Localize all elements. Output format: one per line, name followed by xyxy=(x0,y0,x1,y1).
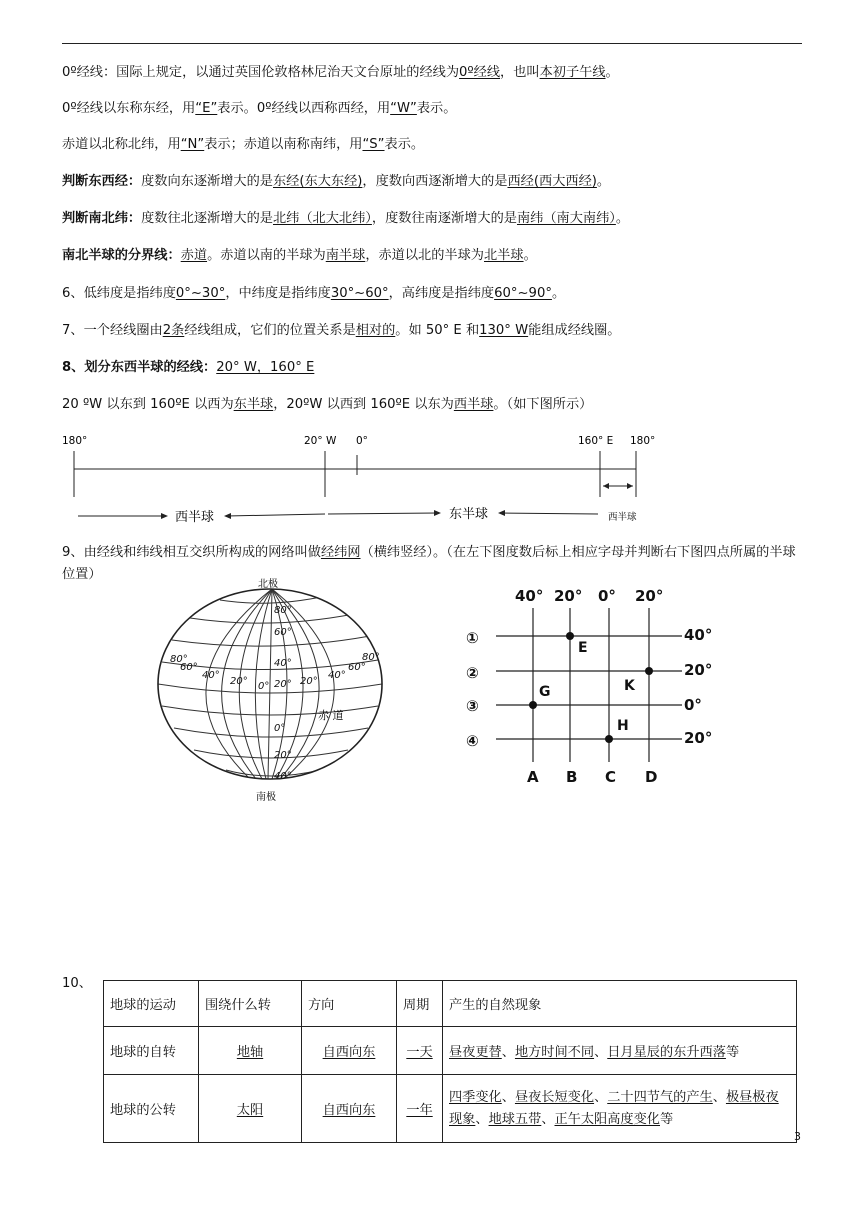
table-header: 产生的自然现象 xyxy=(443,981,797,1027)
answer-underlined: 0°~30° xyxy=(175,286,226,301)
arrow-head xyxy=(224,513,231,519)
answer-underlined: “N” xyxy=(180,137,205,152)
text: 6、低纬度是指纬度 xyxy=(62,286,176,301)
table-header-row xyxy=(104,981,797,1027)
point-e xyxy=(566,632,574,640)
lon-label: 80° xyxy=(362,652,380,663)
label-west-hemisphere-small: 西半球 xyxy=(608,512,637,523)
text: ，高纬度是指纬度 xyxy=(388,286,495,301)
text: 0º经线以东称东经，用 xyxy=(62,101,196,116)
right-label: 20° xyxy=(684,729,713,747)
table-cell: 一天 xyxy=(406,1045,433,1060)
phenomenon-separator: 、 xyxy=(541,1111,555,1127)
line-hemisphere-meridians xyxy=(62,359,314,377)
arrow-head xyxy=(603,483,609,489)
phenomenon-separator: 、 xyxy=(594,1045,608,1060)
phenomenon-underlined: 昼夜更替 xyxy=(449,1045,502,1060)
lon-label: 40° xyxy=(328,670,346,681)
label-160e: 160° E xyxy=(578,435,614,447)
text: 能组成经线圈。 xyxy=(528,323,621,338)
text: 。 xyxy=(605,65,619,80)
text: ，20ºW 以西到 160ºE 以东为 xyxy=(273,397,454,412)
text: 度数往北逐渐增大的是 xyxy=(141,211,273,226)
phenomenon-separator: 等 xyxy=(660,1111,674,1127)
text: 表示；赤道以南称南纬，用 xyxy=(204,137,363,152)
answer-underlined: 西经(西大西经) xyxy=(507,174,597,189)
text: 20 ºW 以东到 160ºE 以西为 xyxy=(62,397,234,412)
bold-heading: 南北半球的分界线： xyxy=(62,248,181,263)
point-label-h: H xyxy=(617,718,629,734)
text: （横纬竖经）。（在左下图度数后标上相应字母并判断右下图四点所属的半球位置） xyxy=(62,545,796,582)
phenomena-cell xyxy=(443,1075,797,1143)
phenomenon-separator: 、 xyxy=(501,1045,515,1060)
lat-label: 20° xyxy=(274,679,292,690)
answer-underlined: 经纬网 xyxy=(320,545,361,560)
top-label: 40° xyxy=(515,587,544,605)
right-label: 40° xyxy=(684,626,713,644)
answer-underlined: “W” xyxy=(390,101,417,116)
row-label: ② xyxy=(466,664,479,682)
text: 经线组成，它们的位置关系是 xyxy=(184,323,356,338)
col-label: A xyxy=(527,768,539,786)
phenomenon-separator: 、 xyxy=(475,1111,489,1127)
line-latitude-zones xyxy=(62,285,565,303)
answer-underlined: 0º经线 xyxy=(459,65,501,80)
phenomenon-underlined: 二十四节气的产生 xyxy=(607,1089,713,1105)
graticule-grid-diagram xyxy=(460,580,730,790)
lat-label: 80° xyxy=(274,605,292,616)
label-0: 0° xyxy=(356,435,368,447)
top-label: 0° xyxy=(598,587,616,605)
table-header: 围绕什么转 xyxy=(199,981,302,1027)
text: 度数向东逐渐增大的是 xyxy=(141,174,273,189)
table-cell: 一年 xyxy=(406,1103,433,1118)
arrow-head xyxy=(627,483,633,489)
table-cell: 地轴 xyxy=(236,1045,264,1060)
text: ，赤道以北的半球为 xyxy=(365,248,484,263)
lon-label: 20° xyxy=(300,676,318,687)
lon-label: 0° xyxy=(258,681,270,692)
answer-underlined: “E” xyxy=(195,101,218,116)
point-label-g: G xyxy=(539,684,551,700)
lon-label: 60° xyxy=(180,662,198,673)
arrow-line xyxy=(328,513,438,514)
lat-label: 0° xyxy=(274,723,286,734)
answer-underlined: 北纬（北大北纬） xyxy=(273,211,372,226)
text: ，度数往南逐渐增大的是 xyxy=(371,211,517,226)
answer-underlined: 130° W xyxy=(479,323,529,338)
lat-label: 40° xyxy=(274,771,292,782)
answer-underlined: 西半球 xyxy=(453,397,494,412)
earth-motion-table xyxy=(103,980,797,1143)
south-pole-label: 南极 xyxy=(256,792,276,803)
text: 表示。 xyxy=(384,137,425,152)
latitude-line xyxy=(220,596,326,603)
bold-heading: 8、划分东西半球的经线： xyxy=(62,360,217,375)
arrow-line xyxy=(227,514,325,516)
text: 表示。0º经线以西称西经，用 xyxy=(217,101,391,116)
text: 。 xyxy=(551,286,566,301)
text: 。 xyxy=(615,211,630,226)
latitude-line xyxy=(194,750,348,758)
line-north-south-latitude xyxy=(62,136,424,154)
point-k xyxy=(645,667,653,675)
answer-underlined: 相对的 xyxy=(355,323,396,338)
answer-underlined: 30°~60° xyxy=(330,286,389,301)
text: 。如 50° E 和 xyxy=(395,323,480,338)
line-judge-longitude xyxy=(62,173,610,191)
bold-heading: 判断东西经： xyxy=(62,174,142,189)
answer-underlined: 南纬（南大南纬） xyxy=(516,211,616,226)
hemisphere-diagram xyxy=(0,425,860,530)
text: 。赤道以南的半球为 xyxy=(207,248,326,263)
lon-label: 20° xyxy=(230,676,248,687)
col-label: C xyxy=(605,768,617,786)
text: 。（如下图所示） xyxy=(493,397,593,412)
top-rule xyxy=(62,43,802,44)
label-east-hemisphere: 东半球 xyxy=(449,507,489,522)
table-cell: 地球的自转 xyxy=(104,1027,199,1075)
text: 7、一个经线圈由 xyxy=(62,323,163,338)
answer-underlined: 北半球 xyxy=(484,248,524,263)
arrow-head xyxy=(434,510,441,516)
row-label: ① xyxy=(466,629,479,647)
phenomenon-underlined: 四季变化 xyxy=(449,1089,502,1105)
text: 9、由经线和纬线相互交织所构成的网络叫做 xyxy=(62,545,321,560)
arrow-head xyxy=(161,513,168,519)
table-cell: 太阳 xyxy=(236,1103,264,1118)
answer-underlined: 东半球 xyxy=(233,397,274,412)
table-header: 周期 xyxy=(397,981,443,1027)
lon-label: 60° xyxy=(348,662,366,673)
line-meridian-circle xyxy=(62,322,620,340)
text: 0º经线：国际上规定，以通过英国伦敦格林尼治天文台原址的经线为 xyxy=(62,65,460,80)
point-label-e: E xyxy=(578,640,588,656)
answer-underlined: 2条 xyxy=(162,323,185,338)
page-number: 3 xyxy=(794,1130,801,1143)
bold-heading: 判断南北纬： xyxy=(62,211,142,226)
text: ，也叫 xyxy=(500,65,540,80)
table-row xyxy=(104,1075,797,1143)
label-180-left: 180° xyxy=(62,435,88,447)
point-h xyxy=(605,735,613,743)
lat-label: 60° xyxy=(274,627,292,638)
table-cell: 自西向东 xyxy=(322,1103,376,1118)
label-west-hemisphere: 西半球 xyxy=(175,510,215,525)
table-cell: 地球的公转 xyxy=(104,1075,199,1143)
equator-label: 赤 道 xyxy=(318,709,344,722)
line-east-west-hemisphere xyxy=(62,396,592,414)
arrow-line xyxy=(501,513,598,514)
text: ，中纬度是指纬度 xyxy=(225,286,331,301)
item-10-number: 10、 xyxy=(62,976,92,991)
answer-underlined: 60°~90° xyxy=(494,286,552,301)
row-label: ③ xyxy=(466,697,479,715)
phenomenon-underlined: 地球五带 xyxy=(488,1111,542,1127)
label-180-right: 180° xyxy=(630,435,656,447)
lat-label: 40° xyxy=(274,658,292,669)
table-header: 方向 xyxy=(302,981,397,1027)
label-20w: 20° W xyxy=(304,435,337,447)
phenomenon-separator: 、 xyxy=(594,1089,608,1105)
table-header: 地球的运动 xyxy=(104,981,199,1027)
arrow-head xyxy=(498,510,505,516)
text: 。 xyxy=(596,174,611,189)
lon-label: 80° xyxy=(170,654,188,665)
text: 赤道以北称北纬，用 xyxy=(62,137,181,152)
phenomena-cell xyxy=(443,1027,797,1075)
right-label: 20° xyxy=(684,661,713,679)
table-row xyxy=(104,1027,797,1075)
latitude-line xyxy=(174,728,368,737)
right-label: 0° xyxy=(684,696,702,714)
north-pole-label: 北极 xyxy=(258,579,278,590)
text: 。 xyxy=(523,248,537,263)
point-label-k: K xyxy=(624,678,635,694)
latitude-line xyxy=(190,614,354,623)
phenomenon-separator: 、 xyxy=(501,1089,515,1105)
top-label: 20° xyxy=(554,587,583,605)
answer-underlined: 本初子午线 xyxy=(539,65,606,80)
col-label: D xyxy=(645,768,658,786)
phenomenon-underlined: 极昼极夜现象 xyxy=(449,1089,779,1127)
text: ，度数向西逐渐增大的是 xyxy=(362,174,508,189)
lon-label: 40° xyxy=(202,670,220,681)
line-prime-meridian xyxy=(62,64,619,82)
point-g xyxy=(529,701,537,709)
row-label: ④ xyxy=(466,732,479,750)
line-hemisphere-divider xyxy=(62,247,537,265)
table-cell: 自西向东 xyxy=(322,1045,376,1060)
line-judge-latitude xyxy=(62,210,629,228)
text: 表示。 xyxy=(416,101,457,116)
phenomenon-underlined: 日月星辰的东升西落 xyxy=(607,1045,726,1060)
answer-underlined: “S” xyxy=(362,137,385,152)
phenomenon-underlined: 正午太阳高度变化 xyxy=(554,1111,660,1127)
lat-label: 20° xyxy=(274,750,292,761)
answer-underlined: 20° W，160° E xyxy=(216,360,315,375)
answer-underlined: 东经(东大东经) xyxy=(273,174,363,189)
phenomenon-underlined: 昼夜长短变化 xyxy=(514,1089,595,1105)
phenomenon-separator: 、 xyxy=(712,1089,726,1105)
answer-underlined: 南半球 xyxy=(325,248,366,263)
phenomenon-underlined: 地方时间不同 xyxy=(514,1045,595,1060)
col-label: B xyxy=(566,768,578,786)
phenomenon-separator: 等 xyxy=(725,1045,740,1060)
globe-diagram xyxy=(150,574,395,804)
line-east-west-longitude xyxy=(62,100,456,118)
top-label: 20° xyxy=(635,587,664,605)
answer-underlined: 赤道 xyxy=(180,248,208,263)
